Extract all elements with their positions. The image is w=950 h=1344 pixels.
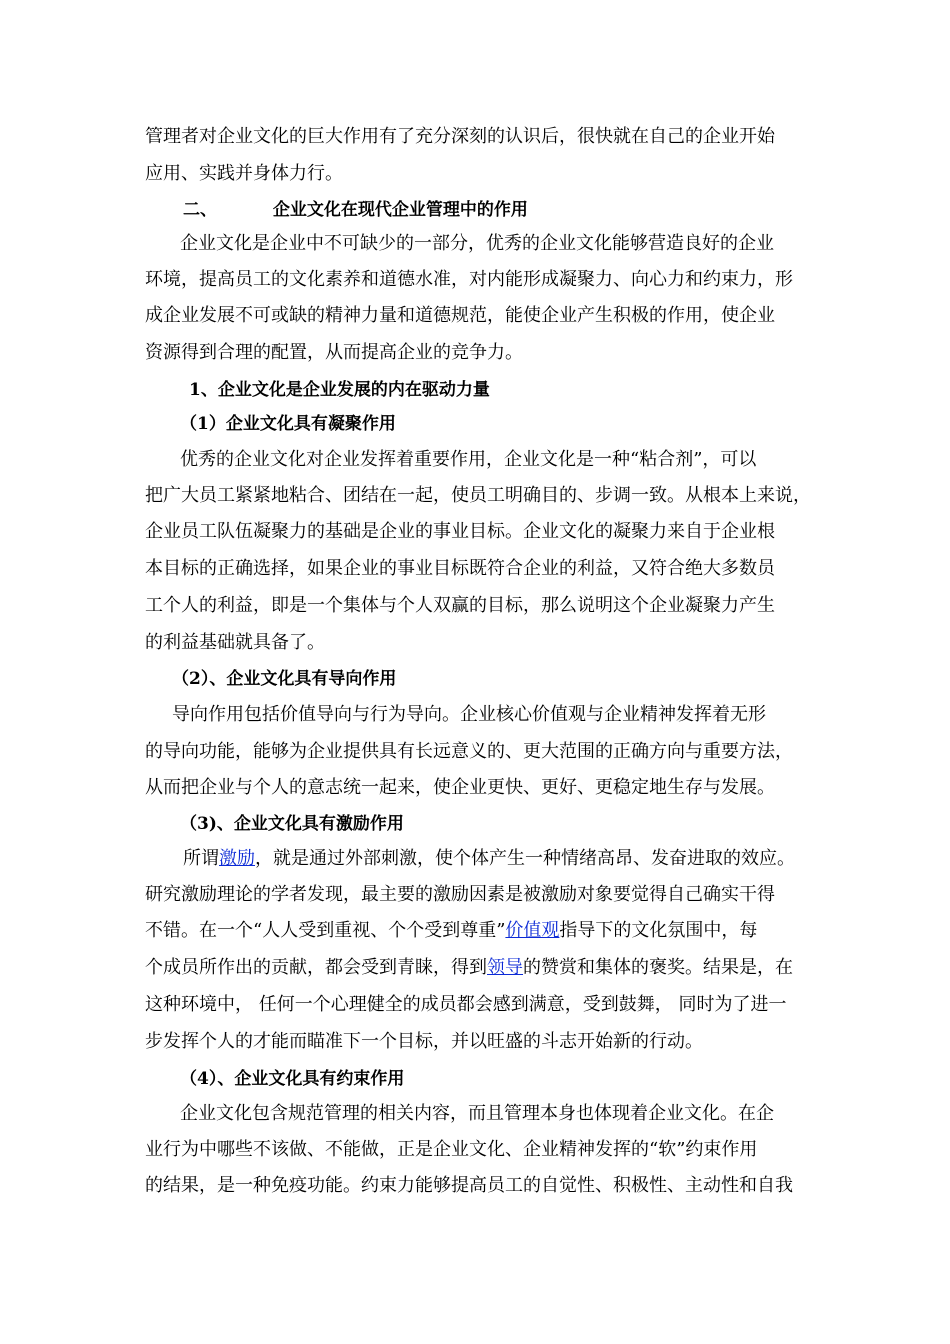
text-segment: 个成员所作出的贡献，都会受到青睐，得到 <box>145 957 487 978</box>
paragraph-line: 企业文化包含规范管理的相关内容，而且管理本身也体现着企业文化。在企 <box>180 1103 774 1124</box>
text-segment: 所谓 <box>183 848 219 869</box>
intro-line: 应用、实践并身体力行。 <box>145 163 343 184</box>
text-segment: 不错。在一个“人人受到重视、个个受到尊重” <box>145 920 506 941</box>
item-heading: （4）、企业文化具有约束作用 <box>180 1069 405 1089</box>
text-segment: ，就是通过外部刺激，使个体产生一种情绪高昂、发奋进取的效应。 <box>255 848 795 869</box>
link-incentive[interactable]: 激励 <box>219 848 255 869</box>
text-segment: 指导下的文化氛围中，每 <box>559 920 758 941</box>
intro-line: 管理者对企业文化的巨大作用有了充分深刻的认识后，很快就在自己的企业开始 <box>145 126 775 147</box>
item-heading: （1）企业文化具有凝聚作用 <box>180 414 396 434</box>
section-heading <box>183 192 863 228</box>
item-heading: （3)、企业文化具有激励作用 <box>180 814 404 834</box>
paragraph-line: 的结果，是一种免疫功能。约束力能够提高员工的自觉性、积极性、主动性和自我 <box>145 1175 793 1196</box>
paragraph-line: 把广大员工紧紧地粘合、团结在一起，使员工明确目的、步调一致。从根本上来说， <box>145 485 811 506</box>
paragraph-line: 本目标的正确选择，如果企业的事业目标既符合企业的利益，又符合绝大多数员 <box>145 558 775 579</box>
paragraph-line <box>183 841 863 877</box>
paragraph-line: 的利益基础就具备了。 <box>145 632 325 653</box>
paragraph-line: 优秀的企业文化对企业发挥着重要作用，企业文化是一种“粘合剂”，可以 <box>180 449 757 470</box>
paragraph-line: 成企业发展不可或缺的精神力量和道德规范，能使企业产生积极的作用，使企业 <box>145 305 775 326</box>
paragraph-line: 环境，提高员工的文化素养和道德水准，对内能形成凝聚力、向心力和约束力，形 <box>145 269 793 290</box>
paragraph-line: 工个人的利益，即是一个集体与个人双赢的目标，那么说明这个企业凝聚力产生 <box>145 595 775 616</box>
section-number: 二、 <box>183 200 217 220</box>
paragraph-line: 步发挥个人的才能而瞄准下一个目标，并以旺盛的斗志开始新的行动。 <box>145 1031 703 1052</box>
text-segment: 的赞赏和集体的褒奖。结果是，在 <box>523 957 793 978</box>
link-leadership[interactable]: 领导 <box>487 957 523 978</box>
paragraph-line: 研究激励理论的学者发现，最主要的激励因素是被激励对象要觉得自己确实干得 <box>145 884 775 905</box>
paragraph-line: 资源得到合理的配置，从而提高企业的竞争力。 <box>145 342 523 363</box>
subsection-heading: 1、企业文化是企业发展的内在驱动力量 <box>189 380 490 400</box>
paragraph-line: 这种环境中， 任何一个心理健全的成员都会感到满意，受到鼓舞， 同时为了进一 <box>145 994 787 1015</box>
paragraph-line <box>145 913 825 949</box>
section-title: 企业文化在现代企业管理中的作用 <box>272 200 528 220</box>
paragraph-line: 企业员工队伍凝聚力的基础是企业的事业目标。企业文化的凝聚力来自于企业根 <box>145 521 775 542</box>
item-heading: （2）、企业文化具有导向作用 <box>172 669 397 689</box>
paragraph-line: 从而把企业与个人的意志统一起来，使企业更快、更好、更稳定地生存与发展。 <box>145 777 775 798</box>
paragraph-line: 企业文化是企业中不可缺少的一部分，优秀的企业文化能够营造良好的企业 <box>180 233 774 254</box>
paragraph-line <box>145 950 825 986</box>
paragraph-line: 业行为中哪些不该做、不能做，正是企业文化、企业精神发挥的“软”约束作用 <box>145 1139 758 1160</box>
paragraph-line: 的导向功能，能够为企业提供具有长远意义的、更大范围的正确方向与重要方法， <box>145 741 793 762</box>
paragraph-line: 导向作用包括价值导向与行为导向。企业核心价值观与企业精神发挥着无形 <box>172 704 766 725</box>
link-values[interactable]: 价值观 <box>505 920 560 941</box>
